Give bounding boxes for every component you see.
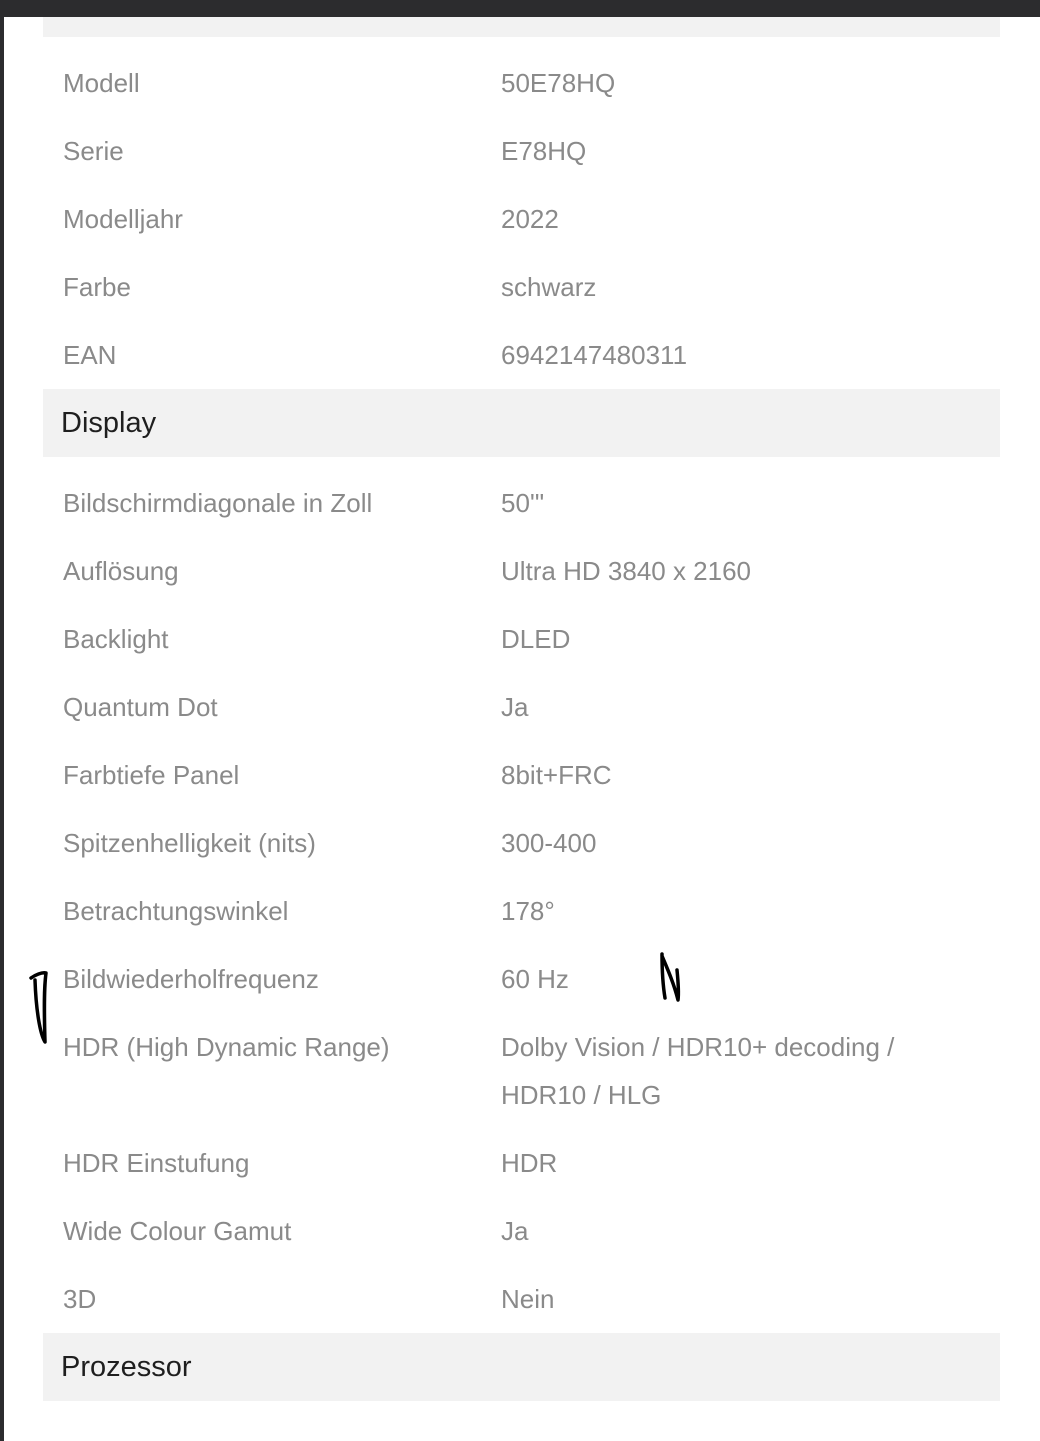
- section-header-display: Display: [43, 389, 1000, 457]
- spec-label: 3D: [63, 1284, 97, 1314]
- spec-row: [43, 1197, 1000, 1265]
- window-left-edge: [0, 17, 4, 1441]
- spec-value: DLED: [501, 624, 571, 654]
- spec-value: 60 Hz: [501, 964, 569, 994]
- spec-row: [43, 1129, 1000, 1197]
- spec-row: [43, 469, 1000, 537]
- spec-label: HDR (High Dynamic Range): [63, 1032, 390, 1062]
- spec-value: 300-400: [501, 828, 597, 858]
- spec-row: [43, 877, 1000, 945]
- spec-label: Serie: [63, 136, 124, 166]
- spec-row: [43, 117, 1000, 185]
- spec-value: schwarz: [501, 272, 597, 302]
- spec-value: 50E78HQ: [501, 68, 616, 98]
- spec-value: 178°: [501, 896, 555, 926]
- spec-row: [43, 673, 1000, 741]
- spec-value: Ultra HD 3840 x 2160: [501, 556, 752, 586]
- spec-value: Ja: [501, 1216, 529, 1246]
- spec-row: [43, 809, 1000, 877]
- spec-value: Dolby Vision / HDR10+ decoding / HDR10 / HLG: [501, 1032, 895, 1110]
- spec-label: Modelljahr: [63, 204, 183, 234]
- spec-value: Ja: [501, 692, 529, 722]
- spec-label: Farbe: [63, 272, 131, 302]
- spec-label: EAN: [63, 340, 117, 370]
- spec-row: [43, 1265, 1000, 1333]
- spec-row: [43, 1013, 1000, 1129]
- spec-value: 8bit+FRC: [501, 760, 612, 790]
- section-header-processor: Prozessor: [43, 1333, 1000, 1401]
- spec-value: E78HQ: [501, 136, 587, 166]
- spec-label: Auflösung: [63, 556, 179, 586]
- spec-value: 2022: [501, 204, 559, 234]
- spec-label: Wide Colour Gamut: [63, 1216, 292, 1246]
- spec-value: HDR: [501, 1148, 558, 1178]
- spec-label: Backlight: [63, 624, 169, 654]
- spec-row: [43, 537, 1000, 605]
- spec-label: Spitzenhelligkeit (nits): [63, 828, 316, 858]
- spec-row: [43, 605, 1000, 673]
- spec-label: Farbtiefe Panel: [63, 760, 240, 790]
- spec-label: Bildschirmdiagonale in Zoll: [63, 488, 373, 518]
- spec-row: [43, 945, 1000, 1013]
- general-section: [43, 49, 1000, 389]
- spec-table: [43, 17, 1000, 1401]
- spec-label: Betrachtungswinkel: [63, 896, 289, 926]
- display-section: [43, 457, 1000, 1333]
- spec-label: Bildwiederholfrequenz: [63, 964, 319, 994]
- spec-row: [43, 185, 1000, 253]
- spec-value: 6942147480311: [501, 340, 688, 370]
- spec-row: [43, 321, 1000, 389]
- spec-row: [43, 741, 1000, 809]
- section-header-partial: [43, 17, 1000, 37]
- spec-label: Modell: [63, 68, 140, 98]
- spec-value: Nein: [501, 1284, 555, 1314]
- window-top-bar: [0, 0, 1040, 17]
- spec-label: HDR Einstufung: [63, 1148, 250, 1178]
- spec-row: [43, 49, 1000, 117]
- spec-row: [43, 253, 1000, 321]
- spec-value: 50'": [501, 488, 545, 518]
- spec-label: Quantum Dot: [63, 692, 218, 722]
